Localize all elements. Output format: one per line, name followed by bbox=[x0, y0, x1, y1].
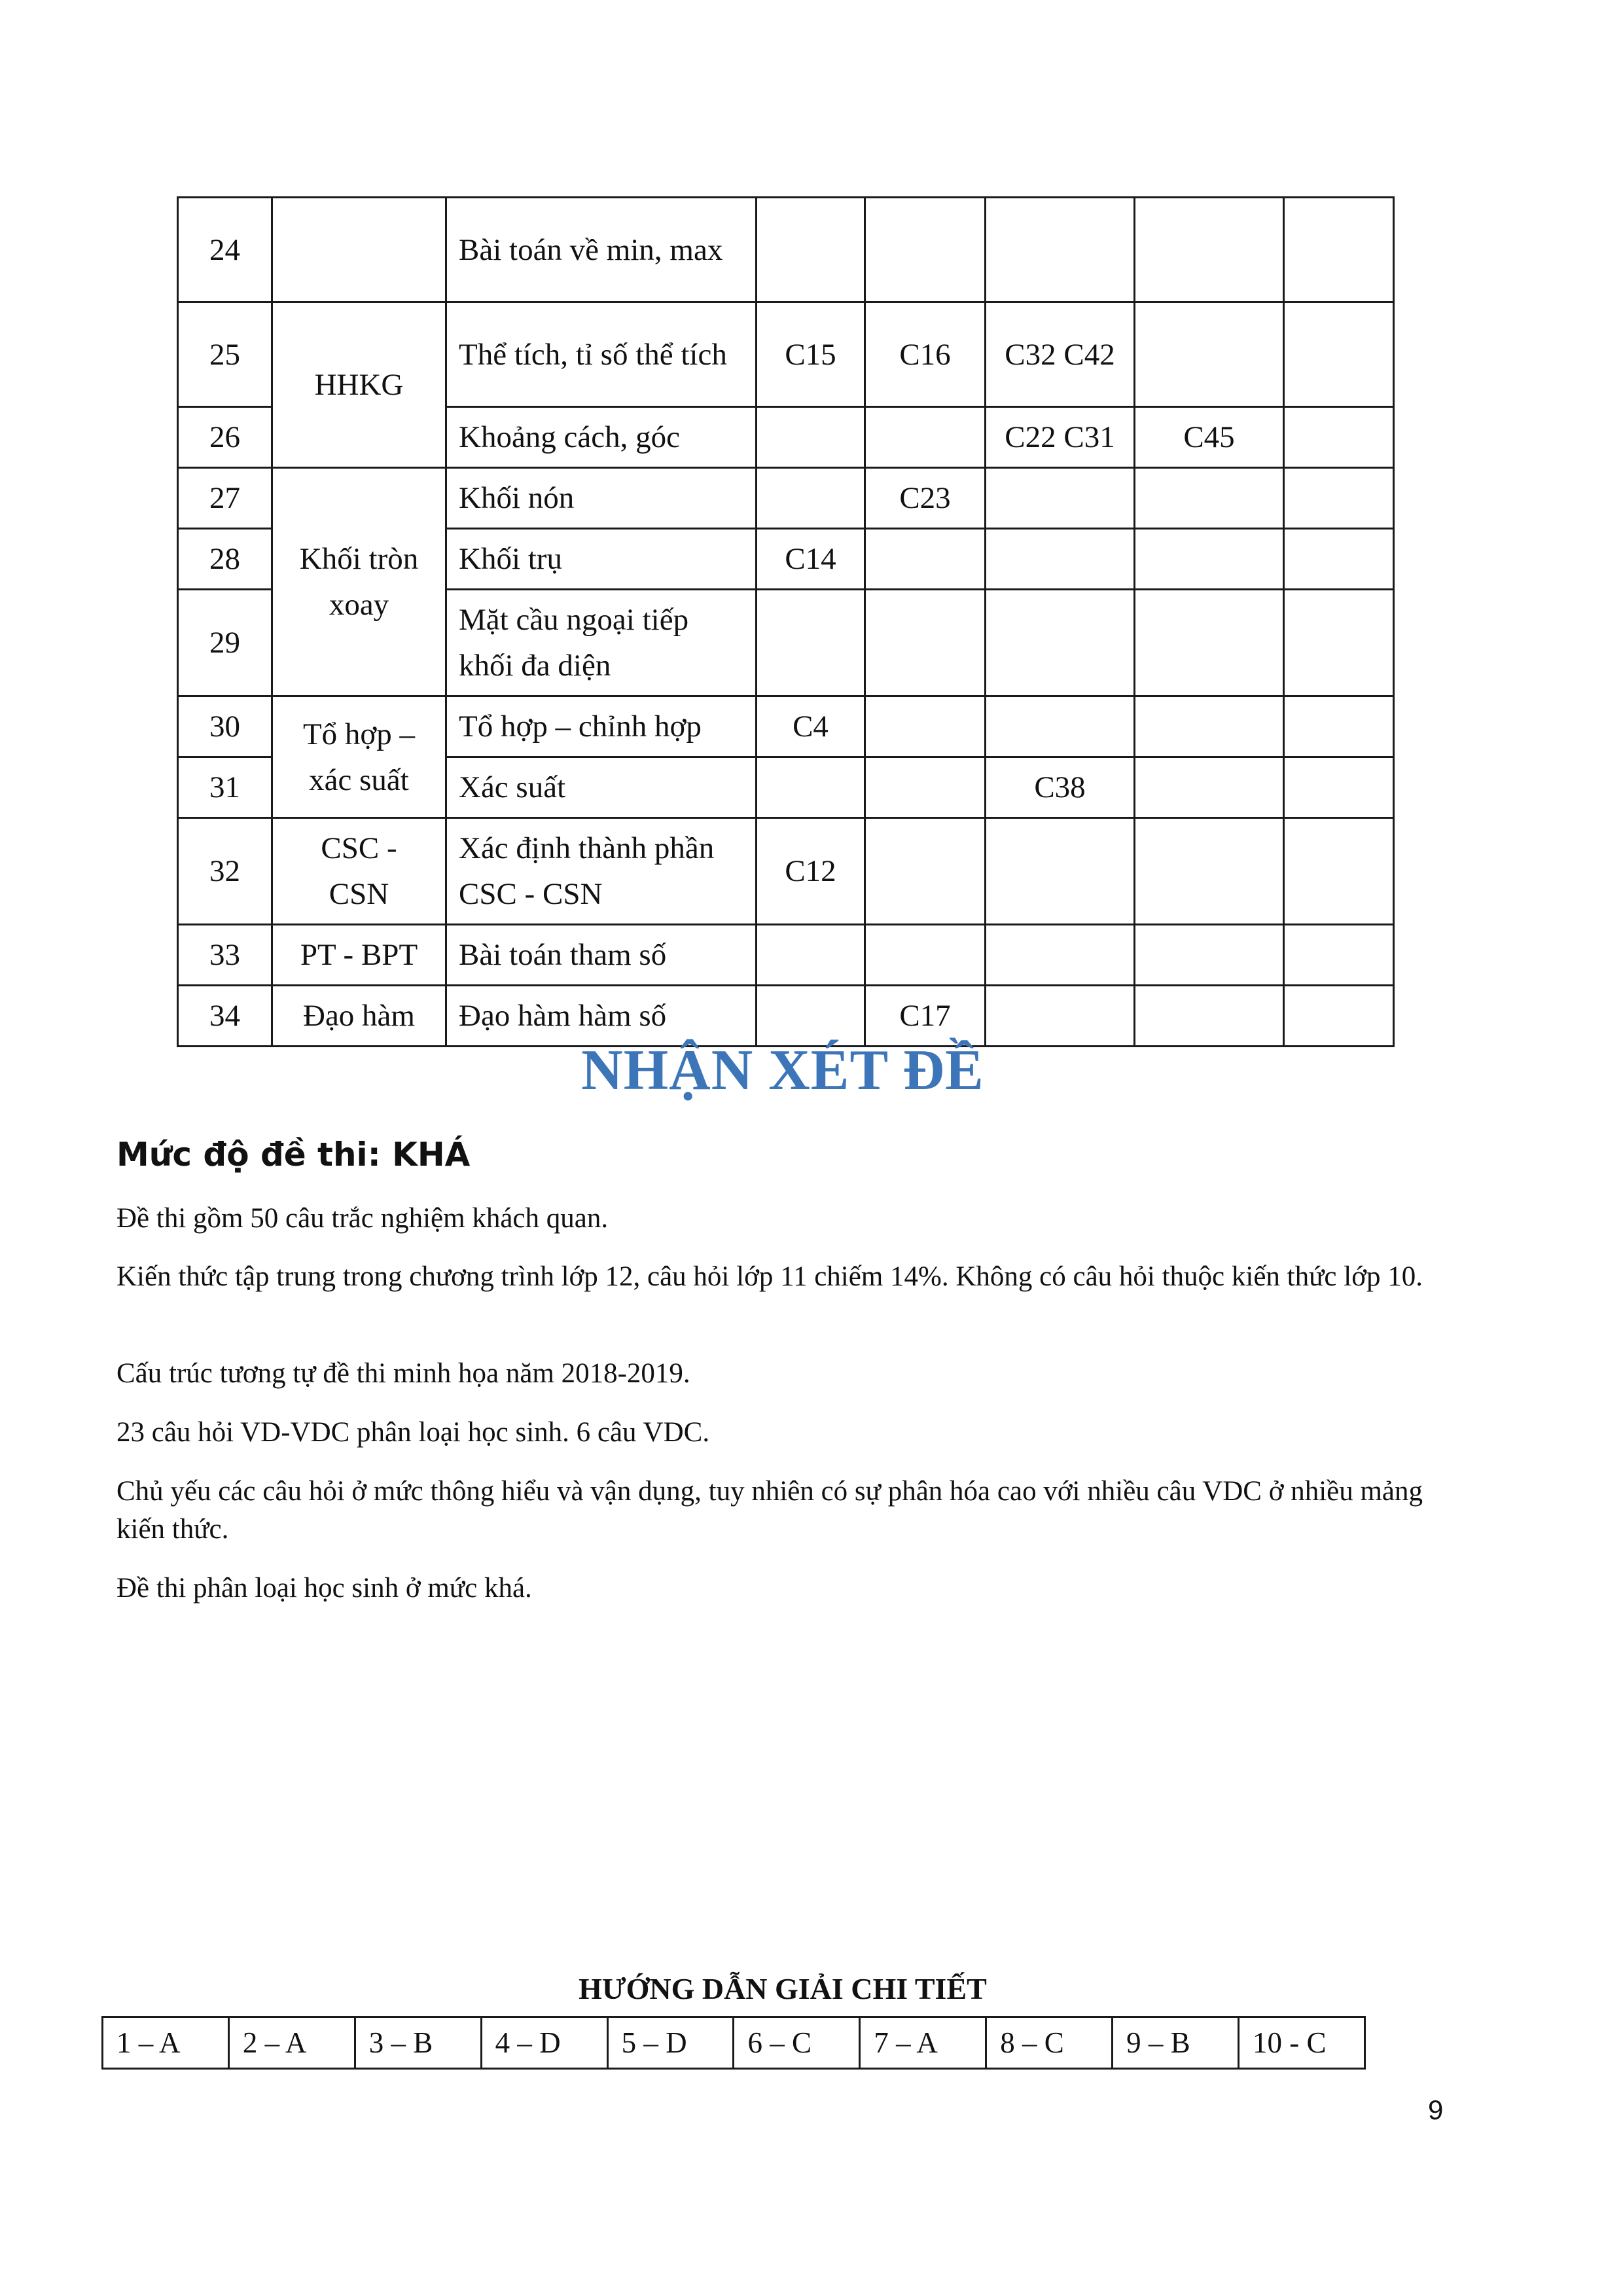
subtopic-cell: Xác suất bbox=[446, 757, 757, 818]
answer-cell: 1 – A bbox=[103, 2017, 229, 2069]
row-number: 31 bbox=[178, 757, 272, 818]
level2-cell bbox=[865, 925, 986, 986]
table-row bbox=[178, 696, 1394, 757]
empty-cell bbox=[1284, 696, 1394, 757]
level3-cell bbox=[986, 529, 1135, 590]
topic-cell: CSC - CSN bbox=[272, 818, 446, 925]
row-number: 24 bbox=[178, 198, 272, 302]
level1-cell bbox=[757, 590, 865, 696]
answer-cell: 6 – C bbox=[734, 2017, 860, 2069]
level1-cell: C12 bbox=[757, 818, 865, 925]
difficulty-level: Mức độ đề thi: KHÁ bbox=[116, 1136, 471, 1174]
level3-cell: C32 C42 bbox=[986, 302, 1135, 407]
row-number: 27 bbox=[178, 468, 272, 529]
level1-cell: C15 bbox=[757, 302, 865, 407]
table-row bbox=[178, 198, 1394, 302]
answer-cell: 7 – A bbox=[860, 2017, 986, 2069]
level4-cell bbox=[1135, 529, 1284, 590]
topic-cell: HHKG bbox=[272, 302, 446, 468]
solution-guide-title: HƯỚNG DẪN GIẢI CHI TIẾT bbox=[579, 1972, 987, 2005]
row-number: 25 bbox=[178, 302, 272, 407]
table-row bbox=[178, 925, 1394, 986]
empty-cell bbox=[1284, 925, 1394, 986]
level3-cell: C22 C31 bbox=[986, 407, 1135, 468]
level4-cell bbox=[1135, 757, 1284, 818]
review-paragraph: 23 câu hỏi VD-VDC phân loại học sinh. 6 câu VDC. bbox=[116, 1417, 710, 1448]
subtopic-cell: Bài toán tham số bbox=[446, 925, 757, 986]
question-matrix-table bbox=[177, 196, 1395, 1047]
subtopic-cell: Tổ hợp – chỉnh hợp bbox=[446, 696, 757, 757]
level1-cell bbox=[757, 407, 865, 468]
answer-cell: 5 – D bbox=[607, 2017, 734, 2069]
table-row bbox=[178, 818, 1394, 925]
subtopic-cell: Khối nón bbox=[446, 468, 757, 529]
subtopic-cell: Thể tích, tỉ số thể tích bbox=[446, 302, 757, 407]
level4-cell bbox=[1135, 302, 1284, 407]
topic-cell: PT - BPT bbox=[272, 925, 446, 986]
empty-cell bbox=[1284, 407, 1394, 468]
row-number: 32 bbox=[178, 818, 272, 925]
level3-cell bbox=[986, 198, 1135, 302]
table-row bbox=[103, 2017, 1365, 2069]
answer-cell: 2 – A bbox=[228, 2017, 355, 2069]
level3-cell bbox=[986, 925, 1135, 986]
level4-cell bbox=[1135, 590, 1284, 696]
subtopic-cell: Khối trụ bbox=[446, 529, 757, 590]
level3-cell bbox=[986, 590, 1135, 696]
answer-key-table bbox=[101, 2016, 1366, 2070]
level4-cell bbox=[1135, 818, 1284, 925]
level4-cell bbox=[1135, 198, 1284, 302]
level2-cell bbox=[865, 407, 986, 468]
level2-cell: C23 bbox=[865, 468, 986, 529]
answer-cell: 3 – B bbox=[355, 2017, 481, 2069]
row-number: 30 bbox=[178, 696, 272, 757]
level2-cell bbox=[865, 529, 986, 590]
level4-cell: C45 bbox=[1135, 407, 1284, 468]
empty-cell bbox=[1284, 818, 1394, 925]
table-row bbox=[178, 302, 1394, 407]
level2-cell bbox=[865, 198, 986, 302]
subtopic-cell: Bài toán về min, max bbox=[446, 198, 757, 302]
level4-cell bbox=[1135, 468, 1284, 529]
level3-cell bbox=[986, 696, 1135, 757]
level2-cell bbox=[865, 696, 986, 757]
review-heading: NHẬN XÉT ĐỀ bbox=[581, 1039, 984, 1102]
row-number: 29 bbox=[178, 590, 272, 696]
answer-cell: 10 - C bbox=[1239, 2017, 1365, 2069]
level2-cell bbox=[865, 818, 986, 925]
level1-cell bbox=[757, 198, 865, 302]
review-paragraph: Chủ yếu các câu hỏi ở mức thông hiểu và vận dụng, tuy nhiên có sự phân hóa cao với nhiều câu VDC ở nhiều mảng kiến thức. bbox=[116, 1476, 1423, 1545]
table-row bbox=[178, 468, 1394, 529]
level3-cell: C38 bbox=[986, 757, 1135, 818]
level1-cell: C4 bbox=[757, 696, 865, 757]
level3-cell bbox=[986, 818, 1135, 925]
level2-cell: C17 bbox=[865, 986, 986, 1047]
row-number: 26 bbox=[178, 407, 272, 468]
empty-cell bbox=[1284, 529, 1394, 590]
topic-cell: Đạo hàm bbox=[272, 986, 446, 1047]
answer-cell: 4 – D bbox=[481, 2017, 607, 2069]
topic-cell: Khối tròn xoay bbox=[272, 468, 446, 696]
page-number: 9 bbox=[1428, 2094, 1444, 2125]
subtopic-cell: Xác định thành phần CSC - CSN bbox=[446, 818, 757, 925]
subtopic-cell: Đạo hàm hàm số bbox=[446, 986, 757, 1047]
level1-cell bbox=[757, 757, 865, 818]
empty-cell bbox=[1284, 302, 1394, 407]
empty-cell bbox=[1284, 468, 1394, 529]
answer-cell: 8 – C bbox=[986, 2017, 1113, 2069]
row-number: 34 bbox=[178, 986, 272, 1047]
empty-cell bbox=[1284, 757, 1394, 818]
empty-cell bbox=[1284, 590, 1394, 696]
level2-cell: C16 bbox=[865, 302, 986, 407]
level1-cell bbox=[757, 468, 865, 529]
answer-cell: 9 – B bbox=[1113, 2017, 1239, 2069]
subtopic-cell: Mặt cầu ngoại tiếp khối đa diện bbox=[446, 590, 757, 696]
subtopic-cell: Khoảng cách, góc bbox=[446, 407, 757, 468]
level4-cell bbox=[1135, 696, 1284, 757]
topic-cell bbox=[272, 198, 446, 302]
level1-cell bbox=[757, 925, 865, 986]
review-paragraph: Đề thi gồm 50 câu trắc nghiệm khách quan. bbox=[116, 1203, 609, 1234]
level4-cell bbox=[1135, 925, 1284, 986]
topic-cell: Tổ hợp – xác suất bbox=[272, 696, 446, 818]
level1-cell: C14 bbox=[757, 529, 865, 590]
row-number: 33 bbox=[178, 925, 272, 986]
empty-cell bbox=[1284, 198, 1394, 302]
level2-cell bbox=[865, 757, 986, 818]
review-paragraph: Đề thi phân loại học sinh ở mức khá. bbox=[116, 1573, 532, 1604]
review-paragraph: Kiến thức tập trung trong chương trình lớp 12, câu hỏi lớp 11 chiếm 14%. Không có câu hỏi thuộc kiến thức lớp 10. bbox=[116, 1261, 1423, 1292]
row-number: 28 bbox=[178, 529, 272, 590]
level2-cell bbox=[865, 590, 986, 696]
level3-cell bbox=[986, 468, 1135, 529]
review-paragraph: Cấu trúc tương tự đề thi minh họa năm 2018-2019. bbox=[116, 1358, 690, 1389]
